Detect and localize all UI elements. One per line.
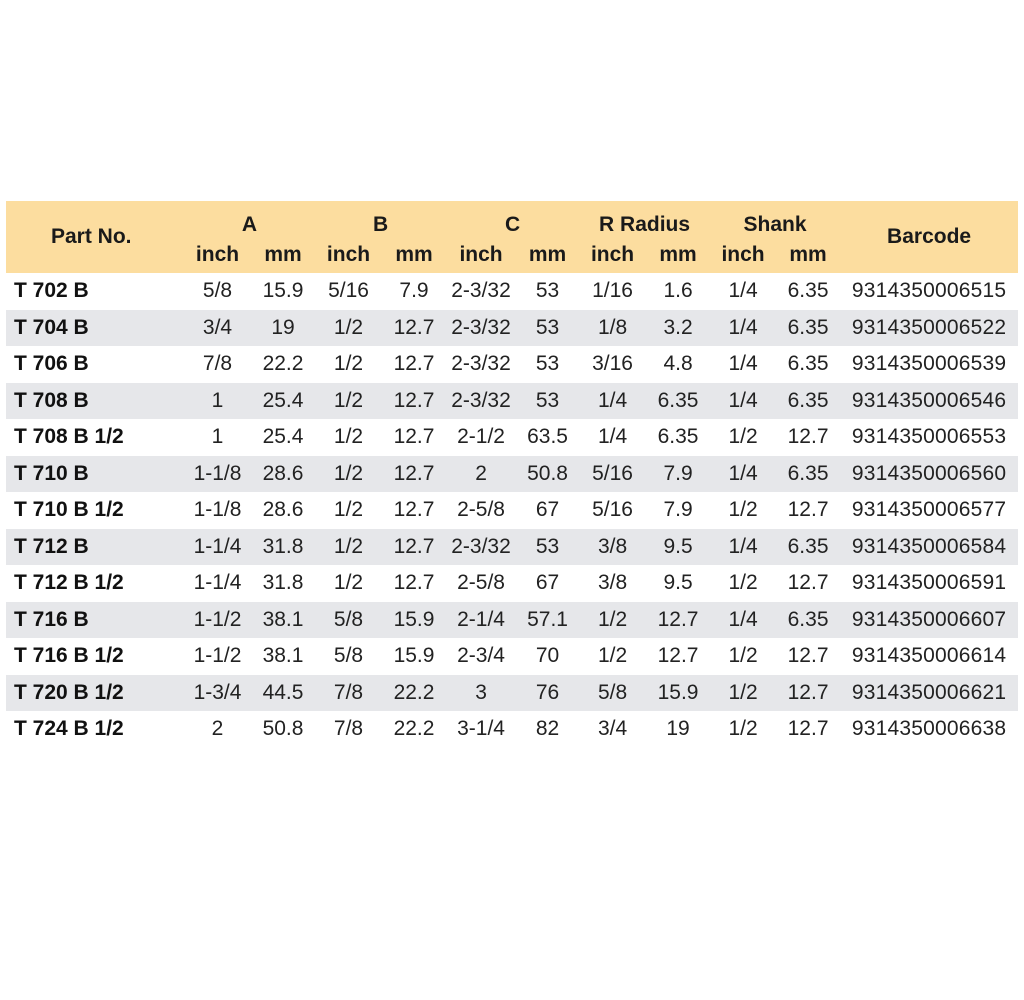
spec-table-container: [6, 201, 1018, 748]
c-inch-cell: 2-3/32: [446, 383, 516, 420]
table-row: [6, 638, 1018, 675]
part-number-cell: T 710 B: [6, 456, 184, 493]
a-mm-cell: 19: [251, 310, 315, 347]
table-header: [6, 201, 1018, 273]
b-inch-cell: 5/8: [315, 602, 382, 639]
unit-header-a-inch: inch: [184, 237, 251, 273]
shank-mm-cell: 6.35: [776, 529, 840, 566]
r-inch-cell: 1/4: [579, 383, 646, 420]
r-inch-cell: 1/2: [579, 602, 646, 639]
a-mm-cell: 28.6: [251, 492, 315, 529]
b-inch-cell: 5/16: [315, 273, 382, 310]
r-inch-cell: 1/4: [579, 419, 646, 456]
b-mm-cell: 15.9: [382, 638, 446, 675]
table-row: [6, 273, 1018, 310]
c-inch-cell: 2-5/8: [446, 492, 516, 529]
b-inch-cell: 1/2: [315, 310, 382, 347]
a-mm-cell: 25.4: [251, 419, 315, 456]
group-header-b: B: [315, 201, 446, 237]
b-inch-cell: 1/2: [315, 383, 382, 420]
r-inch-cell: 5/16: [579, 492, 646, 529]
a-inch-cell: 1-1/4: [184, 565, 251, 602]
table-row: [6, 675, 1018, 712]
shank-mm-cell: 12.7: [776, 638, 840, 675]
b-inch-cell: 7/8: [315, 711, 382, 748]
r-inch-cell: 1/8: [579, 310, 646, 347]
table-row: [6, 310, 1018, 347]
b-mm-cell: 12.7: [382, 310, 446, 347]
barcode-header: Barcode: [840, 201, 1018, 273]
c-inch-cell: 2-3/4: [446, 638, 516, 675]
c-mm-cell: 67: [516, 492, 579, 529]
b-mm-cell: 12.7: [382, 492, 446, 529]
table-row: [6, 602, 1018, 639]
barcode-cell: 9314350006584: [840, 529, 1018, 566]
a-mm-cell: 28.6: [251, 456, 315, 493]
a-inch-cell: 1-1/4: [184, 529, 251, 566]
barcode-cell: 9314350006539: [840, 346, 1018, 383]
a-mm-cell: 22.2: [251, 346, 315, 383]
part-number-cell: T 712 B: [6, 529, 184, 566]
unit-header-c-mm: mm: [516, 237, 579, 273]
r-mm-cell: 6.35: [646, 419, 710, 456]
barcode-cell: 9314350006614: [840, 638, 1018, 675]
a-inch-cell: 1-1/2: [184, 638, 251, 675]
barcode-cell: 9314350006560: [840, 456, 1018, 493]
b-mm-cell: 22.2: [382, 711, 446, 748]
shank-inch-cell: 1/4: [710, 310, 776, 347]
b-mm-cell: 7.9: [382, 273, 446, 310]
c-inch-cell: 3: [446, 675, 516, 712]
part-number-cell: T 724 B 1/2: [6, 711, 184, 748]
r-inch-cell: 5/8: [579, 675, 646, 712]
b-mm-cell: 15.9: [382, 602, 446, 639]
c-inch-cell: 2-1/4: [446, 602, 516, 639]
unit-header-b-inch: inch: [315, 237, 382, 273]
table-row: [6, 711, 1018, 748]
c-mm-cell: 53: [516, 529, 579, 566]
c-mm-cell: 82: [516, 711, 579, 748]
r-mm-cell: 15.9: [646, 675, 710, 712]
c-mm-cell: 70: [516, 638, 579, 675]
part-number-cell: T 710 B 1/2: [6, 492, 184, 529]
r-mm-cell: 7.9: [646, 492, 710, 529]
shank-inch-cell: 1/4: [710, 383, 776, 420]
c-inch-cell: 2-3/32: [446, 273, 516, 310]
a-inch-cell: 2: [184, 711, 251, 748]
barcode-cell: 9314350006621: [840, 675, 1018, 712]
r-mm-cell: 9.5: [646, 565, 710, 602]
part-number-cell: T 716 B 1/2: [6, 638, 184, 675]
a-inch-cell: 1-1/2: [184, 602, 251, 639]
b-mm-cell: 12.7: [382, 346, 446, 383]
b-inch-cell: 7/8: [315, 675, 382, 712]
a-mm-cell: 15.9: [251, 273, 315, 310]
barcode-cell: 9314350006577: [840, 492, 1018, 529]
barcode-cell: 9314350006638: [840, 711, 1018, 748]
r-inch-cell: 3/4: [579, 711, 646, 748]
shank-inch-cell: 1/2: [710, 492, 776, 529]
b-inch-cell: 1/2: [315, 346, 382, 383]
part-number-cell: T 708 B: [6, 383, 184, 420]
shank-mm-cell: 6.35: [776, 383, 840, 420]
shank-inch-cell: 1/2: [710, 419, 776, 456]
shank-mm-cell: 6.35: [776, 346, 840, 383]
a-inch-cell: 5/8: [184, 273, 251, 310]
table-row: [6, 529, 1018, 566]
c-mm-cell: 53: [516, 346, 579, 383]
a-mm-cell: 31.8: [251, 565, 315, 602]
a-mm-cell: 44.5: [251, 675, 315, 712]
part-number-cell: T 708 B 1/2: [6, 419, 184, 456]
part-number-cell: T 704 B: [6, 310, 184, 347]
b-inch-cell: 1/2: [315, 565, 382, 602]
c-inch-cell: 2-5/8: [446, 565, 516, 602]
a-inch-cell: 1-3/4: [184, 675, 251, 712]
a-mm-cell: 38.1: [251, 602, 315, 639]
r-mm-cell: 9.5: [646, 529, 710, 566]
r-mm-cell: 12.7: [646, 638, 710, 675]
table-row: [6, 456, 1018, 493]
shank-mm-cell: 12.7: [776, 492, 840, 529]
shank-inch-cell: 1/4: [710, 346, 776, 383]
group-header-a: A: [184, 201, 315, 237]
a-inch-cell: 1-1/8: [184, 492, 251, 529]
r-inch-cell: 3/8: [579, 529, 646, 566]
a-inch-cell: 7/8: [184, 346, 251, 383]
b-mm-cell: 12.7: [382, 383, 446, 420]
a-mm-cell: 50.8: [251, 711, 315, 748]
a-inch-cell: 1: [184, 419, 251, 456]
spec-table: [6, 201, 1018, 748]
r-inch-cell: 1/16: [579, 273, 646, 310]
b-mm-cell: 12.7: [382, 565, 446, 602]
a-inch-cell: 3/4: [184, 310, 251, 347]
c-mm-cell: 50.8: [516, 456, 579, 493]
table-row: [6, 419, 1018, 456]
shank-inch-cell: 1/2: [710, 638, 776, 675]
a-inch-cell: 1: [184, 383, 251, 420]
r-mm-cell: 1.6: [646, 273, 710, 310]
shank-mm-cell: 12.7: [776, 419, 840, 456]
unit-header-r-mm: mm: [646, 237, 710, 273]
table-row: [6, 492, 1018, 529]
table-row: [6, 383, 1018, 420]
r-mm-cell: 6.35: [646, 383, 710, 420]
c-mm-cell: 63.5: [516, 419, 579, 456]
shank-mm-cell: 6.35: [776, 273, 840, 310]
b-mm-cell: 22.2: [382, 675, 446, 712]
r-mm-cell: 4.8: [646, 346, 710, 383]
table-row: [6, 346, 1018, 383]
r-mm-cell: 19: [646, 711, 710, 748]
c-inch-cell: 2-3/32: [446, 529, 516, 566]
part-number-cell: T 706 B: [6, 346, 184, 383]
r-mm-cell: 12.7: [646, 602, 710, 639]
part-no-header: Part No.: [6, 201, 184, 273]
c-inch-cell: 2-3/32: [446, 310, 516, 347]
barcode-cell: 9314350006522: [840, 310, 1018, 347]
barcode-cell: 9314350006546: [840, 383, 1018, 420]
r-inch-cell: 3/16: [579, 346, 646, 383]
r-inch-cell: 5/16: [579, 456, 646, 493]
b-inch-cell: 5/8: [315, 638, 382, 675]
b-inch-cell: 1/2: [315, 456, 382, 493]
part-number-cell: T 712 B 1/2: [6, 565, 184, 602]
unit-header-b-mm: mm: [382, 237, 446, 273]
shank-inch-cell: 1/4: [710, 529, 776, 566]
barcode-cell: 9314350006607: [840, 602, 1018, 639]
shank-mm-cell: 6.35: [776, 602, 840, 639]
r-mm-cell: 7.9: [646, 456, 710, 493]
a-mm-cell: 25.4: [251, 383, 315, 420]
shank-mm-cell: 6.35: [776, 456, 840, 493]
b-mm-cell: 12.7: [382, 456, 446, 493]
shank-mm-cell: 12.7: [776, 565, 840, 602]
unit-header-shank-inch: inch: [710, 237, 776, 273]
shank-inch-cell: 1/4: [710, 273, 776, 310]
group-header-shank: Shank: [710, 201, 840, 237]
barcode-cell: 9314350006515: [840, 273, 1018, 310]
shank-mm-cell: 12.7: [776, 711, 840, 748]
c-mm-cell: 76: [516, 675, 579, 712]
group-header-c: C: [446, 201, 579, 237]
table-row: [6, 565, 1018, 602]
part-number-cell: T 716 B: [6, 602, 184, 639]
barcode-cell: 9314350006553: [840, 419, 1018, 456]
b-inch-cell: 1/2: [315, 492, 382, 529]
group-header-r-radius: R Radius: [579, 201, 710, 237]
b-inch-cell: 1/2: [315, 419, 382, 456]
barcode-cell: 9314350006591: [840, 565, 1018, 602]
unit-header-a-mm: mm: [251, 237, 315, 273]
b-inch-cell: 1/2: [315, 529, 382, 566]
a-inch-cell: 1-1/8: [184, 456, 251, 493]
b-mm-cell: 12.7: [382, 529, 446, 566]
c-mm-cell: 53: [516, 273, 579, 310]
b-mm-cell: 12.7: [382, 419, 446, 456]
shank-inch-cell: 1/4: [710, 456, 776, 493]
shank-inch-cell: 1/2: [710, 675, 776, 712]
a-mm-cell: 38.1: [251, 638, 315, 675]
shank-mm-cell: 12.7: [776, 675, 840, 712]
shank-mm-cell: 6.35: [776, 310, 840, 347]
r-inch-cell: 1/2: [579, 638, 646, 675]
shank-inch-cell: 1/2: [710, 565, 776, 602]
unit-header-r-inch: inch: [579, 237, 646, 273]
c-mm-cell: 53: [516, 383, 579, 420]
shank-inch-cell: 1/2: [710, 711, 776, 748]
a-mm-cell: 31.8: [251, 529, 315, 566]
unit-header-c-inch: inch: [446, 237, 516, 273]
c-inch-cell: 3-1/4: [446, 711, 516, 748]
shank-inch-cell: 1/4: [710, 602, 776, 639]
c-mm-cell: 53: [516, 310, 579, 347]
table-body: [6, 273, 1018, 748]
r-inch-cell: 3/8: [579, 565, 646, 602]
part-number-cell: T 720 B 1/2: [6, 675, 184, 712]
unit-header-shank-mm: mm: [776, 237, 840, 273]
c-inch-cell: 2: [446, 456, 516, 493]
c-inch-cell: 2-1/2: [446, 419, 516, 456]
c-mm-cell: 57.1: [516, 602, 579, 639]
r-mm-cell: 3.2: [646, 310, 710, 347]
c-inch-cell: 2-3/32: [446, 346, 516, 383]
part-number-cell: T 702 B: [6, 273, 184, 310]
c-mm-cell: 67: [516, 565, 579, 602]
